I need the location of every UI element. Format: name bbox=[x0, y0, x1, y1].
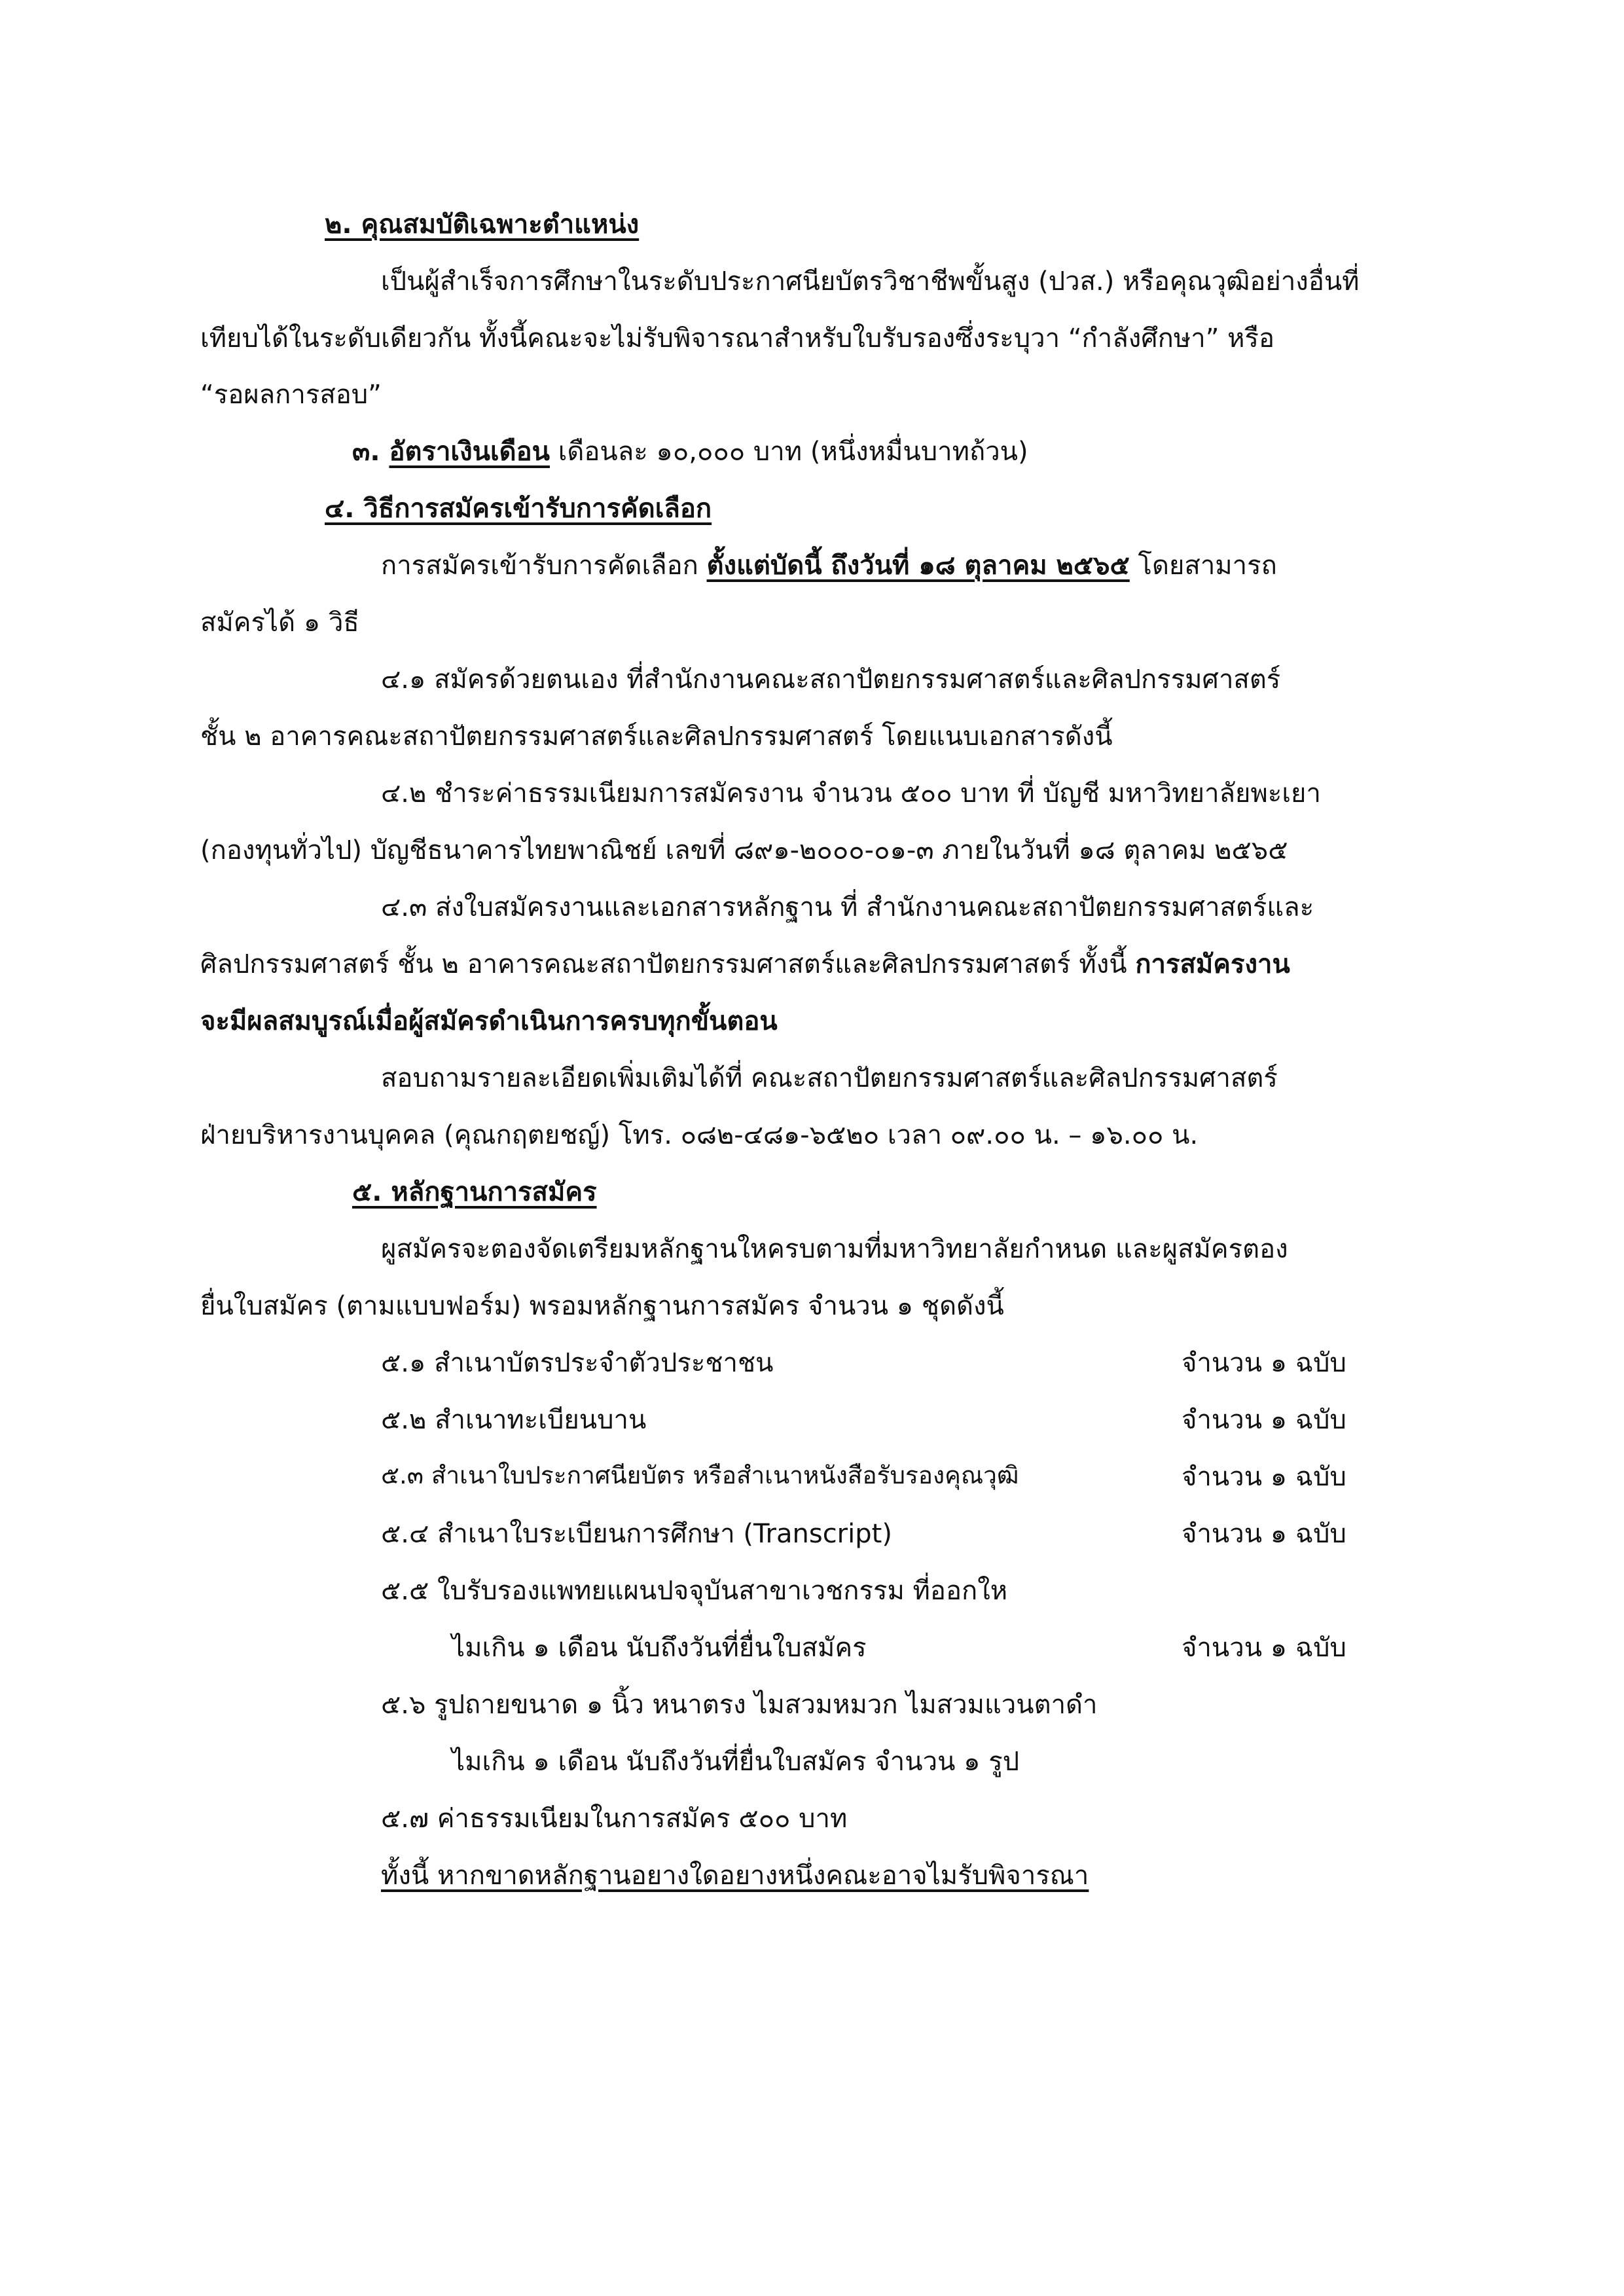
document-item-5-2-quantity: จำนวน ๑ ฉบับ bbox=[1182, 1405, 1346, 1435]
document-item-5-4-quantity: จำนวน ๑ ฉบับ bbox=[1182, 1519, 1346, 1549]
document-item-5-5: ๕.๕ ใบรับรองแพทยแผนปจจุบันสาขาเวชกรรม ที่ออกให bbox=[381, 1576, 1008, 1606]
document-item-5-5-quantity: จำนวน ๑ ฉบับ bbox=[1182, 1633, 1346, 1663]
document-item-5-6: ๕.๖ รูปถายขนาด ๑ นิ้ว หนาตรง ไมสวมหมวก ไมสวมแวนตาดำ bbox=[381, 1690, 1098, 1720]
section-5-intro-line-1: ผูสมัครจะตองจัดเตรียมหลักฐานใหครบตามที่มหาวิทยาลัยกำหนด และผูสมัครตอง bbox=[381, 1234, 1288, 1264]
document-item-5-3-quantity: จำนวน ๑ ฉบับ bbox=[1182, 1462, 1346, 1492]
item-4-1-line-2: ชั้น ๒ อาคารคณะสถาปัตยกรรมศาสตร์และศิลปกรรมศาสตร์ โดยแนบเอกสารดังนี้ bbox=[200, 721, 1113, 752]
section-3-title: อัตราเงินเดือน bbox=[389, 437, 550, 467]
document-item-5-2: ๕.๒ สำเนาทะเบียนบาน bbox=[381, 1405, 647, 1435]
section-5-heading: ๕. หลักฐานการสมัคร bbox=[352, 1177, 597, 1207]
document-item-5-7: ๕.๗ ค่าธรรมเนียมในการสมัคร ๕๐๐ บาท bbox=[381, 1804, 848, 1834]
section-4-intro-line-1 bbox=[381, 548, 1277, 583]
application-period: ตั้งแต่บัดนี้ ถึงวันที่ ๑๘ ตุลาคม ๒๕๖๕ bbox=[706, 551, 1130, 581]
section-4-heading: ๔. วิธีการสมัครเข้ารับการคัดเลือก bbox=[325, 494, 712, 524]
document-item-5-1-quantity: จำนวน ๑ ฉบับ bbox=[1182, 1348, 1346, 1378]
section-2-paragraph-line-1: เป็นผู้สำเร็จการศึกษาในระดับประกาศนียบัตรวิชาชีพขั้นสูง (ปวส.) หรือคุณวุฒิอย่างอื่นที่ bbox=[381, 266, 1360, 297]
item-4-3-text: ศิลปกรรมศาสตร์ ชั้น ๒ อาคารคณะสถาปัตยกรรมศาสตร์และศิลปกรรมศาสตร์ ทั้งนี้ bbox=[200, 949, 1136, 979]
section-2-paragraph-line-3: “รอผลการสอบ” bbox=[200, 380, 382, 410]
document-item-5-6-continued: ไมเกิน ๑ เดือน นับถึงวันที่ยื่นใบสมัคร จำนวน ๑ รูป bbox=[452, 1747, 1020, 1777]
document-item-5-5-continued: ไมเกิน ๑ เดือน นับถึงวันที่ยื่นใบสมัคร bbox=[452, 1633, 867, 1663]
item-4-3-bold-text: การสมัครงาน bbox=[1135, 949, 1290, 979]
item-4-3-line-3: จะมีผลสมบูรณ์เมื่อผู้สมัครดำเนินการครบทุกขั้นตอน bbox=[200, 1006, 778, 1036]
section-2-paragraph-line-2: เทียบได้ในระดับเดียวกัน ทั้งนี้คณะจะไม่รับพิจารณาสำหรับใบรับรองซึ่งระบุวา “กำลังศึกษา” หรือ bbox=[200, 323, 1275, 354]
item-4-2-line-2: (กองทุนทั่วไป) บัญชีธนาคารไทยพาณิชย์ เลขที่ ๘๙๑-๒๐๐๐-๐๑-๓ ภายในวันที่ ๑๘ ตุลาคม ๒๕๖๕ bbox=[200, 835, 1288, 866]
document-item-5-4: ๕.๔ สำเนาใบระเบียนการศึกษา (Transcript) bbox=[381, 1519, 892, 1549]
section-4-intro-text: การสมัครเข้ารับการคัดเลือก bbox=[381, 551, 707, 581]
document-item-5-3: ๕.๓ สำเนาใบประกาศนียบัตร หรือสำเนาหนังสือรับรองคุณวุฒิ bbox=[381, 1461, 1019, 1489]
item-4-1-line-1: ๔.๑ สมัครด้วยตนเอง ที่สำนักงานคณะสถาปัตยกรรมศาสตร์และศิลปกรรมศาสตร์ bbox=[381, 665, 1281, 695]
contact-line-2: ฝ่ายบริหารงานบุคคล (คุณกฤตยชญ์) โทร. ๐๘๒-๔๘๑-๖๕๒๐ เวลา ๐๙.๐๐ น. – ๑๖.๐๐ น. bbox=[200, 1120, 1199, 1150]
section-3-salary-text: เดือนละ ๑๐,๐๐๐ บาท (หนึ่งหมื่นบาทถ้วน) bbox=[549, 437, 1028, 467]
section-4-intro-line-2: สมัครได้ ๑ วิธี bbox=[200, 608, 359, 638]
section-4-intro-tail: โดยสามารถ bbox=[1129, 551, 1277, 581]
item-4-2-line-1: ๔.๒ ชำระค่าธรรมเนียมการสมัครงาน จำนวน ๕๐๐ บาท ที่ บัญชี มหาวิทยาลัยพะเยา bbox=[381, 778, 1321, 809]
document-item-5-1: ๕.๑ สำเนาบัตรประจำตัวประชาชน bbox=[381, 1348, 774, 1378]
section-3-salary-line bbox=[352, 434, 1028, 469]
section-3-number: ๓. bbox=[352, 437, 389, 467]
section-5-intro-line-2: ยื่นใบสมัคร (ตามแบบฟอร์ม) พรอมหลักฐานการสมัคร จำนวน ๑ ชุดดังนี้ bbox=[200, 1291, 1004, 1321]
item-4-3-line-2 bbox=[200, 947, 1290, 982]
contact-line-1: สอบถามรายละเอียดเพิ่มเติมได้ที่ คณะสถาปัตยกรรมศาสตร์และศิลปกรรมศาสตร์ bbox=[381, 1063, 1278, 1093]
section-5-note: ทั้งนี้ หากขาดหลักฐานอยางใดอยางหนึ่งคณะอาจไมรับพิจารณา bbox=[381, 1861, 1089, 1891]
item-4-3-line-1: ๔.๓ ส่งใบสมัครงานและเอกสารหลักฐาน ที่ สำนักงานคณะสถาปัตยกรรมศาสตร์และ bbox=[381, 892, 1314, 922]
section-2-heading: ๒. คุณสมบัติเฉพาะตำแหน่ง bbox=[325, 210, 640, 240]
